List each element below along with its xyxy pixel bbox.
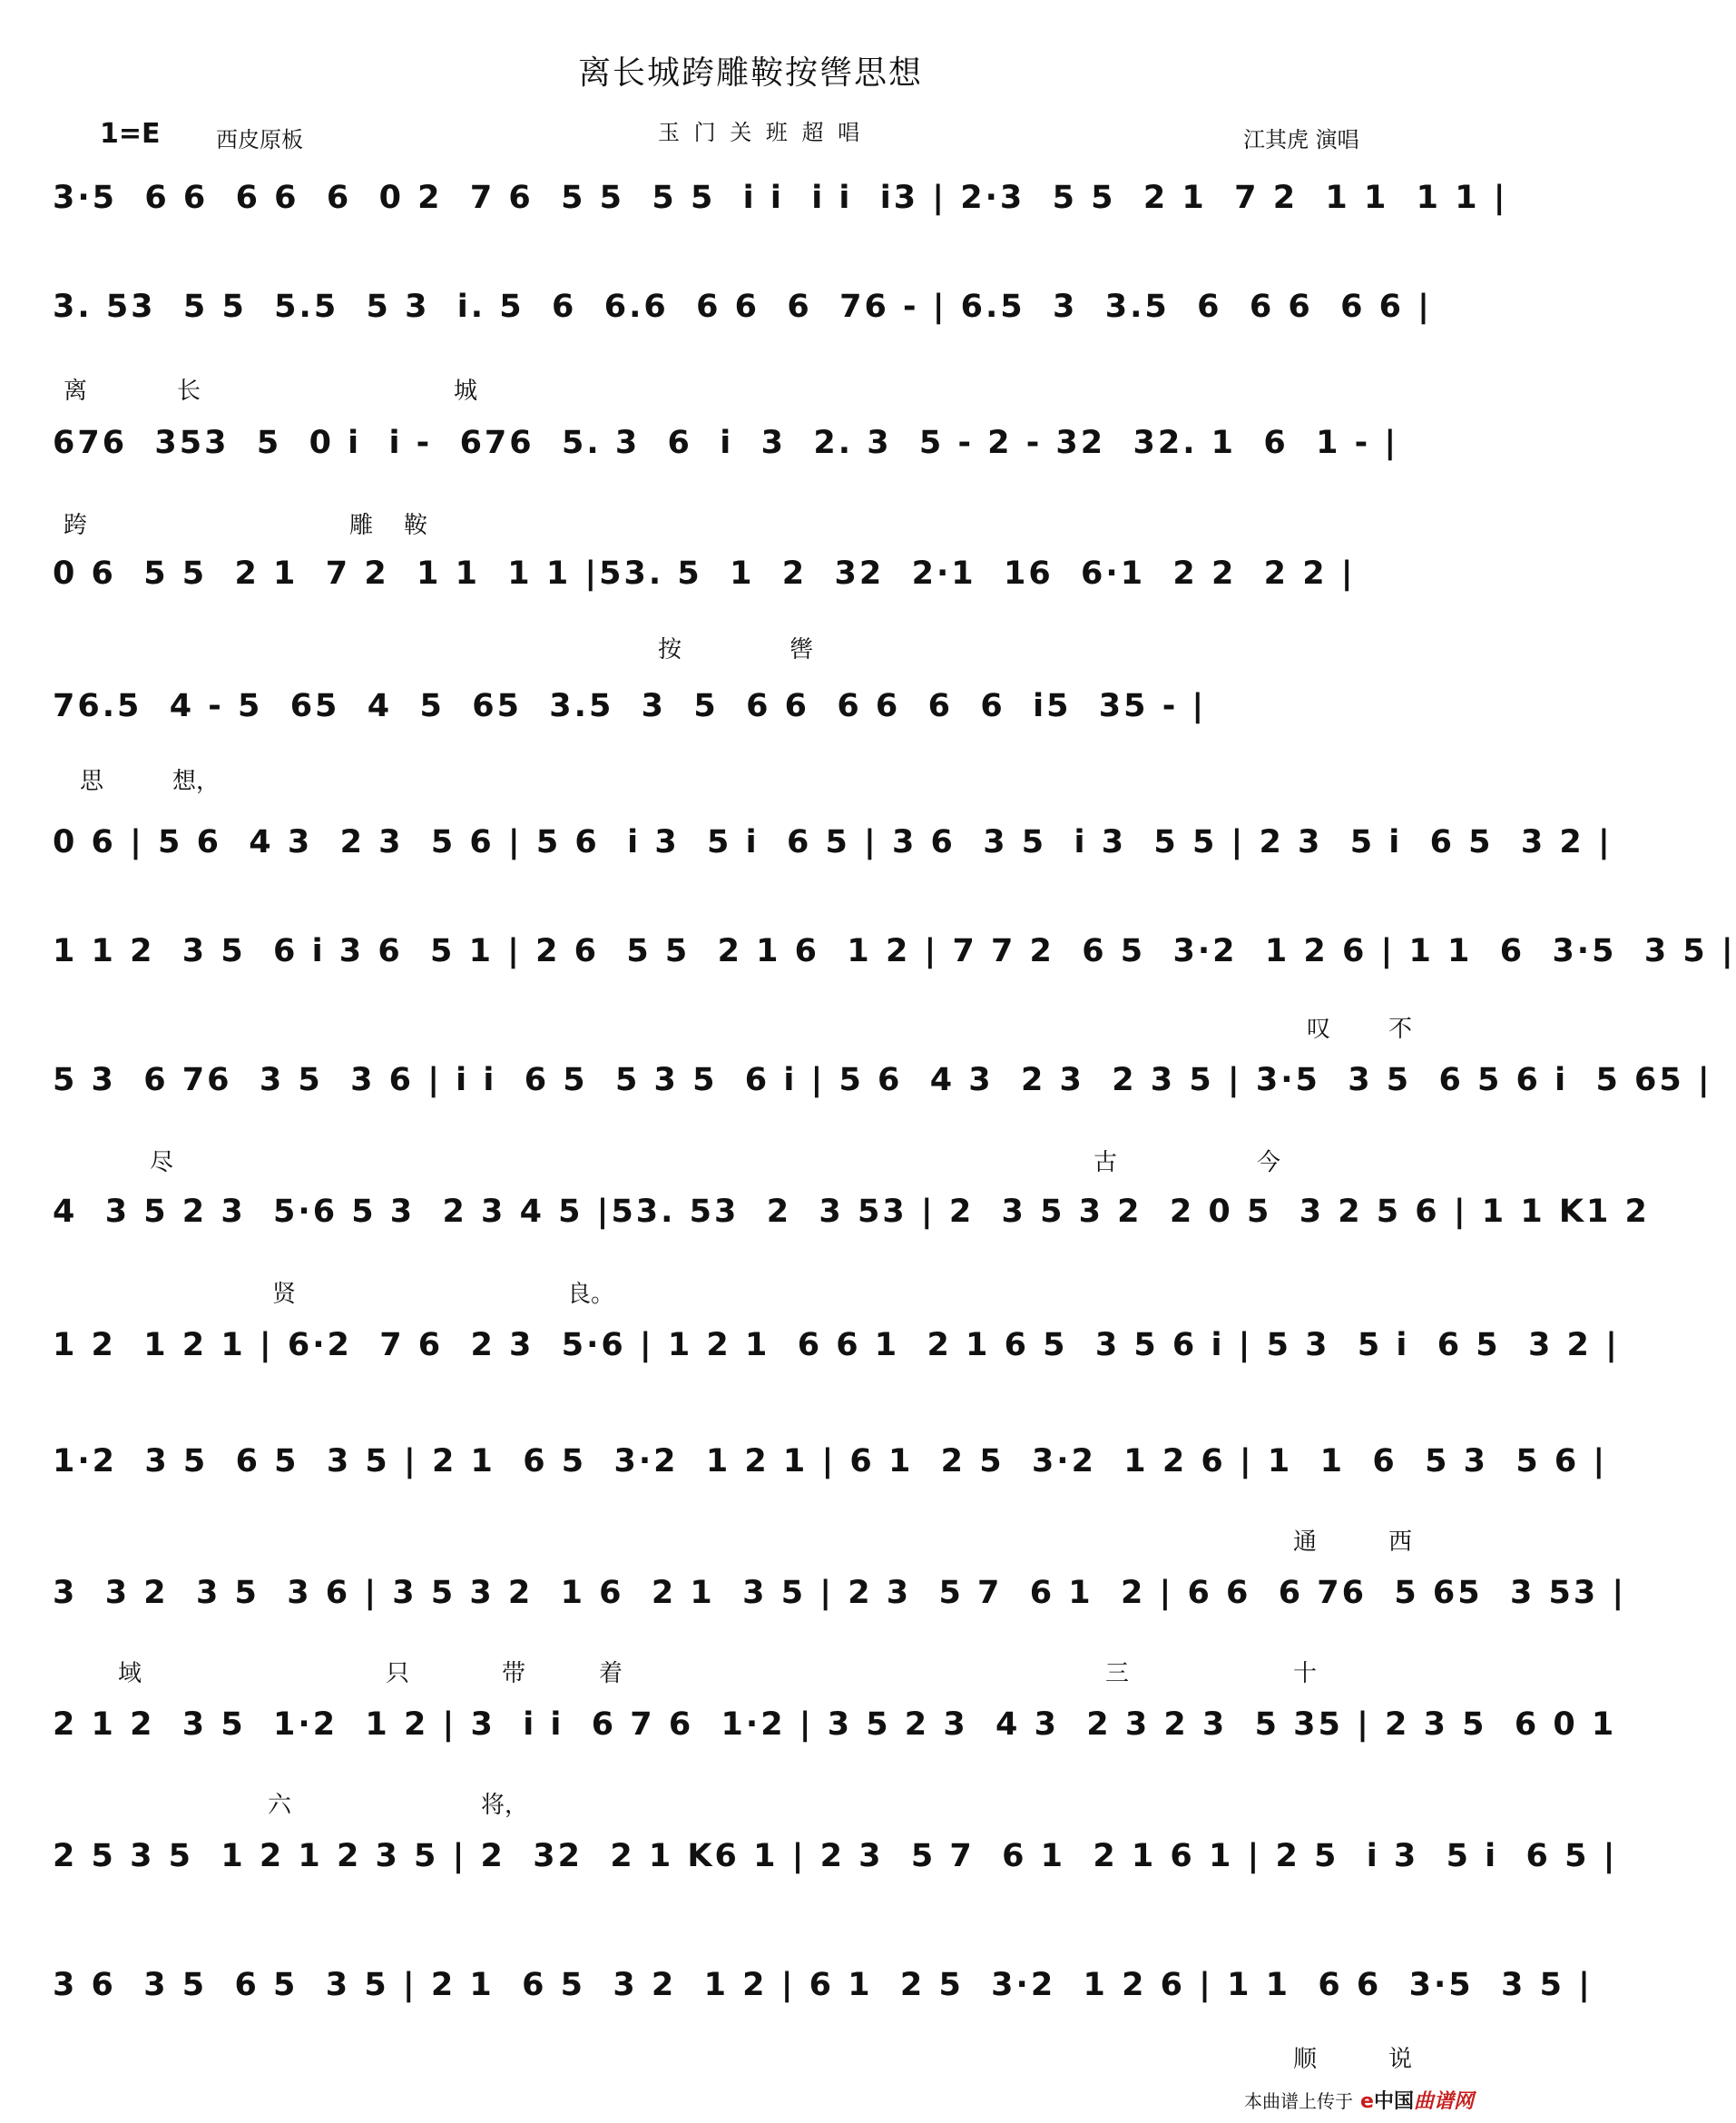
jianpu-notes: 5 3 6 76 3 5 3 6 | i i 6 5 5 3 5 6 i | 5 6 4 3 2 3 2 3 5 | 3·5 3 5 6 5 6 i 5 65 | [53, 1062, 1712, 1098]
jianpu-notes: 3 3 2 3 5 3 6 | 3 5 3 2 1 6 2 1 3 5 | 2 3 5 7 6 1 2 | 6 6 6 76 5 65 3 53 | [53, 1575, 1627, 1611]
lyric-char: 鞍 [404, 512, 428, 539]
score-row [53, 289, 1468, 343]
lyric-char: 良。 [567, 1281, 615, 1308]
lyric-char: 离 [64, 378, 88, 405]
lyric-char: 贤 [272, 1281, 297, 1308]
score-row [53, 1575, 1627, 1629]
score-row [53, 1838, 1618, 1892]
lyric-char: 十 [1293, 1660, 1318, 1687]
lyric-char: 着 [599, 1660, 623, 1687]
lyric-char: 六 [268, 1792, 292, 1819]
lyric-char: 将， [481, 1792, 529, 1819]
score-row [53, 933, 1736, 988]
jianpu-notes: 0 6 | 5 6 4 3 2 3 5 6 | 5 6 i 3 5 i 6 5 | 3 6 3 5 i 3 5 5 | 2 3 5 i 6 5 3 2 | [53, 824, 1613, 860]
lyric-char: 叹 [1307, 1016, 1331, 1043]
score-row [53, 688, 1468, 742]
score-row [53, 824, 1613, 879]
logo-qp: 曲谱网 [1413, 2090, 1474, 2113]
lyric-char: 带 [502, 1660, 526, 1687]
site-logo [1360, 2086, 1474, 2114]
lyric-char: 跨 [64, 512, 88, 539]
lyric-char: 今 [1257, 1149, 1281, 1176]
score-row [53, 555, 1468, 610]
lyric-char: 想， [172, 768, 221, 795]
singer-credit: 江其虎 演唱 [1243, 127, 1359, 152]
lyric-char: 城 [454, 378, 478, 405]
footer-text: 本曲谱上传于 [1244, 2090, 1354, 2112]
lyric-char: 说 [1388, 2046, 1413, 2073]
jianpu-notes: 1 1 2 3 5 6 i 3 6 5 1 | 2 6 5 5 2 1 6 1 2 | 7 7 2 6 5 3·2 1 2 6 | 1 1 6 3·5 3 5 | [53, 933, 1736, 969]
footer [1244, 2086, 1474, 2114]
score-row [53, 1194, 1650, 1248]
score-row [53, 1327, 1620, 1381]
jianpu-notes: 76.5 4 - 5 65 4 5 65 3.5 3 5 6 6 6 6 6 6 i5 35 - | [53, 688, 1207, 724]
jianpu-notes: 676 353 5 0 i i - 676 5. 3 6 i 3 2. 3 5 - 2 - 32 32. 1 6 1 - | [53, 425, 1399, 461]
jianpu-notes: 3. 53 5 5 5.5 5 3 i. 5 6 6.6 6 6 6 76 - | 6.5 3 3.5 6 6 6 6 6 | [53, 289, 1432, 325]
score-row [53, 425, 1468, 479]
jianpu-notes: 1 2 1 2 1 | 6·2 7 6 2 3 5·6 | 1 2 1 6 6 1 2 1 6 5 3 5 6 i | 5 3 5 i 6 5 3 2 | [53, 1327, 1620, 1363]
logo-mark: e [1360, 2090, 1374, 2113]
jianpu-notes: 4 3 5 2 3 5·6 5 3 2 3 4 5 |53. 53 2 3 53 | 2 3 5 3 2 2 0 5 3 2 5 6 | 1 1 K1 2 [53, 1194, 1650, 1230]
lyric-char: 尽 [150, 1149, 174, 1176]
lyric-char: 只 [386, 1660, 410, 1687]
jianpu-notes: 2 5 3 5 1 2 1 2 3 5 | 2 32 2 1 K6 1 | 2 3 5 7 6 1 2 1 6 1 | 2 5 i 3 5 i 6 5 | [53, 1838, 1618, 1874]
score-row [53, 1443, 1608, 1498]
jianpu-notes: 0 6 5 5 2 1 7 2 1 1 1 1 |53. 5 1 2 32 2·1 16 6·1 2 2 2 2 | [53, 555, 1356, 592]
lyric-char: 雕 [349, 512, 374, 539]
jianpu-notes: 3 6 3 5 6 5 3 5 | 2 1 6 5 3 2 1 2 | 6 1 2 5 3·2 1 2 6 | 1 1 6 6 3·5 3 5 | [53, 1967, 1593, 2003]
score-row [53, 1706, 1617, 1761]
jianpu-notes: 1·2 3 5 6 5 3 5 | 2 1 6 5 3·2 1 2 1 | 6 1 2 5 3·2 1 2 6 | 1 1 6 5 3 5 6 | [53, 1443, 1608, 1479]
role-credit: 玉 门 关 班 超 唱 [658, 120, 864, 145]
jianpu-notes: 2 1 2 3 5 1·2 1 2 | 3 i i 6 7 6 1·2 | 3 5 2 3 4 3 2 3 2 3 5 35 | 2 3 5 6 0 1 [53, 1706, 1617, 1743]
lyric-char: 西 [1388, 1528, 1413, 1556]
lyric-char: 思 [80, 768, 104, 795]
logo-cn: 中国 [1373, 2090, 1414, 2113]
lyric-char: 通 [1293, 1528, 1318, 1556]
lyric-char: 域 [118, 1660, 142, 1687]
lyric-char: 长 [177, 378, 201, 405]
lyric-char: 辔 [790, 636, 814, 663]
jianpu-notes: 3·5 6 6 6 6 6 0 2 7 6 5 5 5 5 i i i i i3 | 2·3 5 5 2 1 7 2 1 1 1 1 | [53, 180, 1508, 216]
lyric-char: 按 [658, 636, 682, 663]
score-row [53, 180, 1508, 234]
key-signature: 1=E [100, 118, 161, 150]
lyric-char: 顺 [1293, 2046, 1318, 2073]
score-row [53, 1967, 1593, 2021]
aria-style: 西皮原板 [216, 127, 303, 152]
score-row [53, 1062, 1712, 1116]
lyric-char: 古 [1094, 1149, 1118, 1176]
lyric-char: 三 [1105, 1660, 1130, 1687]
lyric-char: 不 [1388, 1016, 1413, 1043]
score-title: 离长城跨雕鞍按辔思想 [577, 54, 923, 92]
